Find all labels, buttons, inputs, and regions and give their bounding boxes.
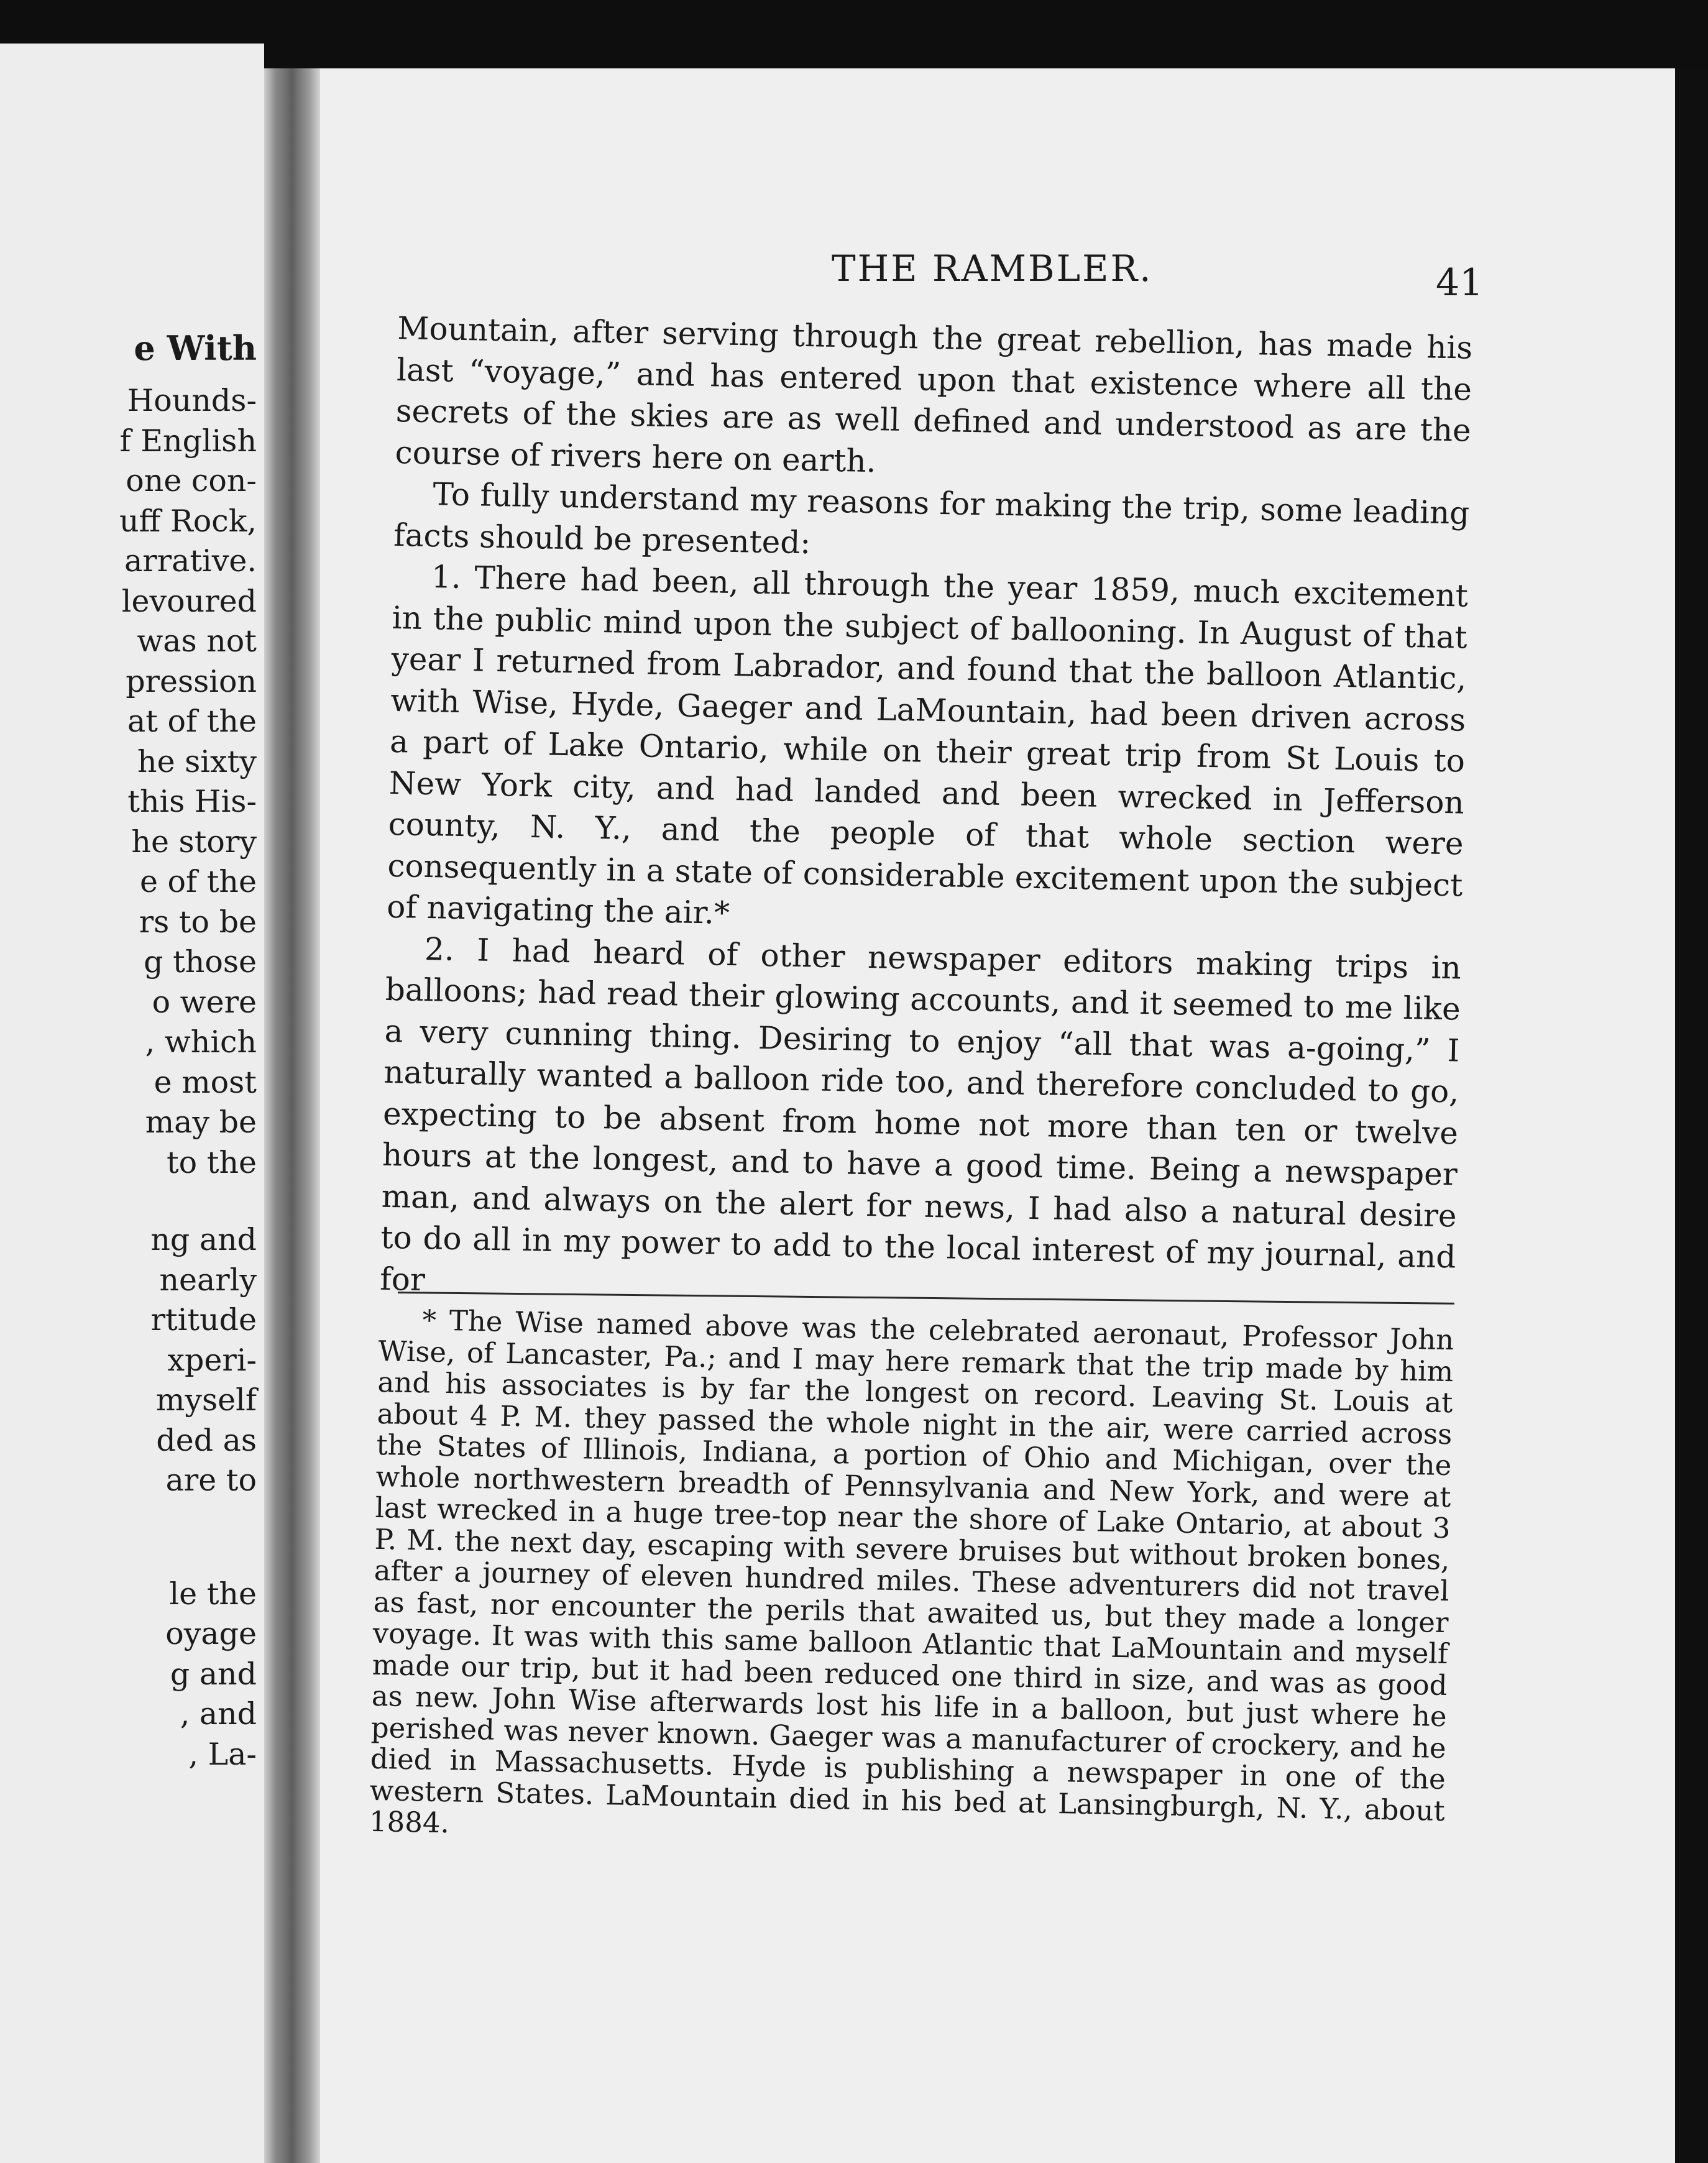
left-page-line: e most <box>154 1064 257 1100</box>
left-page-line: this His- <box>127 784 257 819</box>
body-text <box>380 308 1473 1319</box>
left-page-line: ded as <box>156 1422 257 1458</box>
left-page-line: pression <box>126 663 257 699</box>
left-page-line: , which <box>145 1024 257 1060</box>
running-title: THE RAMBLER. <box>832 247 1153 290</box>
left-page-line: uff Rock, <box>119 503 257 539</box>
paragraph: Mountain, after serving through the great rebellion, has made his last “voyage,” and has entered upon that existence where all the secrets of the skies are as well defined and understood as are the course of rivers here on earth. <box>395 310 1473 479</box>
left-page-line: le the <box>169 1576 257 1612</box>
left-page-line: f English <box>119 423 257 459</box>
left-page-line: Hounds- <box>127 383 257 418</box>
left-page-line: myself <box>155 1382 257 1418</box>
left-page-line: e of the <box>139 864 257 899</box>
previous-page <box>0 44 264 2163</box>
paragraph: 2. I had heard of other newspaper editors making trips in balloons; had read their glowing accounts, and it seemed to me like a very cunning thing. Desiring to enjoy “all that was a-going,” I naturally wanted a balloon ride too, and therefore concluded to go, expecting to be absent from home not more than ten or twelve hours at the longest, and to have a good time. Being a newspaper man, and always on the alert for news, I had also a natural desire to do all in my power to add to the local interest of my journal, and for <box>379 930 1462 1298</box>
left-page-line: arrative. <box>124 543 257 579</box>
left-page-line: may be <box>145 1104 257 1140</box>
page-edge <box>1675 68 1708 2163</box>
left-page-line: g and <box>170 1656 257 1692</box>
left-page-line: xperi- <box>167 1342 257 1378</box>
left-page-line: oyage <box>165 1616 257 1651</box>
left-page-line: at of the <box>127 704 257 739</box>
footnote <box>369 1304 1454 1858</box>
paragraph: To fully understand my reasons for making the trip, some leading facts should be presented: <box>393 476 1470 561</box>
left-page-line: he story <box>131 824 257 860</box>
left-page-heading: e With <box>134 328 257 368</box>
left-page-line: ng and <box>150 1222 257 1257</box>
left-page-line: one con- <box>126 463 257 498</box>
left-page-line: g those <box>144 944 257 980</box>
left-page-line: o were <box>152 984 257 1020</box>
page-number: 41 <box>1436 261 1484 305</box>
book-gutter <box>264 68 320 2163</box>
left-page-line: was not <box>137 623 257 659</box>
left-page-line: , and <box>180 1696 257 1732</box>
left-page-line: nearly <box>159 1262 257 1298</box>
paragraph: 1. There had been, all through the year 1859, much excitement in the public mind upon the subject of ballooning. In August of that year I returned from Labrador, and found that the balloon Atlantic, with Wise, Hyde, Gaeger and LaMountain, had been driven across a part of Lake Ontario, while on their great trip from St Louis to New York city, and had landed and been wrecked in Jefferson county, N. Y., and the people of that whole section were consequently in a state of considerable excitement upon the subject of navigating the air.* <box>386 559 1469 931</box>
left-page-line: levoured <box>121 583 257 619</box>
footnote-text: * The Wise named above was the celebrated aeronaut, Professor John Wise, of Lancaster, Pa.; and I may here remark that the trip made by him and his associates is by far the longest on record. Leaving St. Louis at about 4 P. M. they passed the whole night in the air, were carried across the States of Illinois, Indiana, a portion of Ohio and Michigan, over the whole northwestern breadth of Pennsylvania and New York, and were at last wrecked in a huge tree-top near the shore of Lake Ontario, at about 3 P. M. the next day, escaping with severe bruises but without broken bones, after a journey of eleven hundred miles. These adventurers did not travel as fast, nor encounter the perils that awaited us, but they made a longer voyage. It was with this same balloon Atlantic that LaMountain and myself made our trip, but it had been reduced one third in size, and was as good as new. John Wise afterwards lost his life in a balloon, but just where he perished was never known. Gaeger was a manufacturer of crockery, and he died in Massachusetts. Hyde is publishing a newspaper in one of the western States. LaMountain died in his bed at Lansingburgh, N. Y., about 1884. <box>369 1303 1454 1840</box>
left-page-line: are to <box>165 1463 257 1498</box>
left-page-line: rs to be <box>139 904 257 940</box>
left-page-line: he sixty <box>137 743 257 779</box>
left-page-line: to the <box>166 1144 257 1180</box>
left-page-line: , La- <box>188 1736 257 1772</box>
left-page-line: rtitude <box>150 1302 257 1338</box>
